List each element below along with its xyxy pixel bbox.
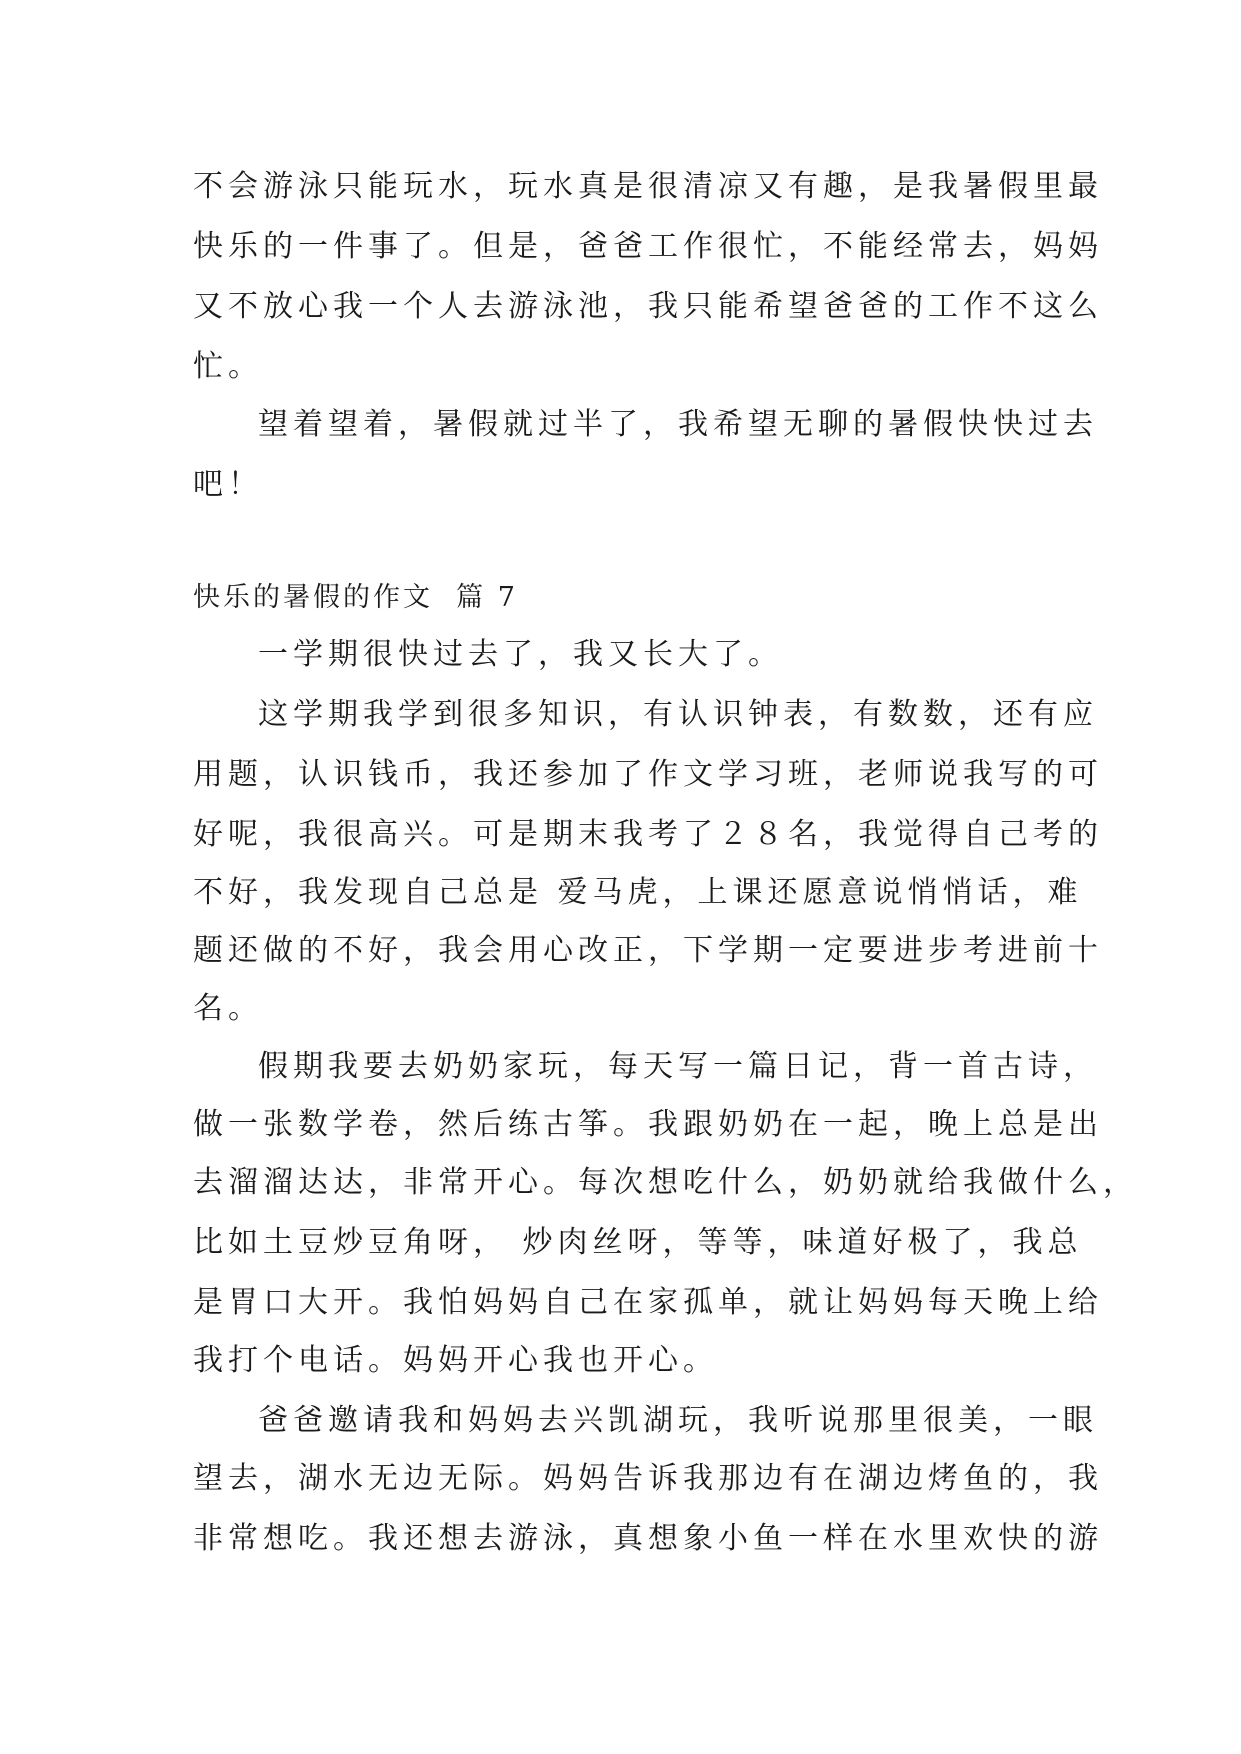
- text-line: 题还做的不好，我会用心改正，下学期一定要进步考进前十: [193, 933, 1103, 968]
- text-line: 忙。: [193, 349, 263, 384]
- text-line: 又不放心我一个人去游泳池，我只能希望爸爸的工作不这么: [193, 289, 1103, 324]
- text-line: 名。: [193, 991, 263, 1026]
- text-line: 用题，认识钱币，我还参加了作文学习班，老师说我写的可: [193, 757, 1103, 792]
- paragraph-first-line: 爸爸邀请我和妈妈去兴凯湖玩，我听说那里很美，一眼: [258, 1403, 1098, 1438]
- text-line: 非常想吃。我还想去游泳，真想象小鱼一样在水里欢快的游: [193, 1521, 1103, 1556]
- text-line: 快乐的一件事了。但是，爸爸工作很忙，不能经常去，妈妈: [193, 229, 1103, 264]
- text-line: 去溜溜达达，非常开心。每次想吃什么，奶奶就给我做什么，: [193, 1165, 1138, 1200]
- text-line: 望去，湖水无边无际。妈妈告诉我那边有在湖边烤鱼的，我: [193, 1461, 1103, 1496]
- text-line: 不好，我发现自己总是 爱马虎，上课还愿意说悄悄话，难: [193, 875, 1083, 910]
- paragraph-first-line: 望着望着，暑假就过半了，我希望无聊的暑假快快过去: [258, 407, 1098, 442]
- text-line: 比如土豆炒豆角呀， 炒肉丝呀，等等，味道好极了，我总: [193, 1225, 1083, 1260]
- text-line: 不会游泳只能玩水，玩水真是很清凉又有趣，是我暑假里最: [193, 169, 1103, 204]
- text-line: 我打个电话。妈妈开心我也开心。: [193, 1343, 718, 1378]
- text-line: 是胃口大开。我怕妈妈自己在家孤单，就让妈妈每天晚上给: [193, 1285, 1103, 1320]
- paragraph-first-line: 一学期很快过去了，我又长大了。: [258, 637, 783, 672]
- text-line: 做一张数学卷，然后练古筝。我跟奶奶在一起，晚上总是出: [193, 1107, 1103, 1142]
- text-line: 吧！: [193, 467, 263, 502]
- paragraph-first-line: 这学期我学到很多知识，有认识钟表，有数数，还有应: [258, 697, 1098, 732]
- text-line: 好呢，我很高兴。可是期末我考了２８名，我觉得自己考的: [193, 817, 1103, 852]
- section-heading: 快乐的暑假的作文 篇 7: [193, 582, 518, 613]
- paragraph-first-line: 假期我要去奶奶家玩，每天写一篇日记，背一首古诗，: [258, 1049, 1098, 1084]
